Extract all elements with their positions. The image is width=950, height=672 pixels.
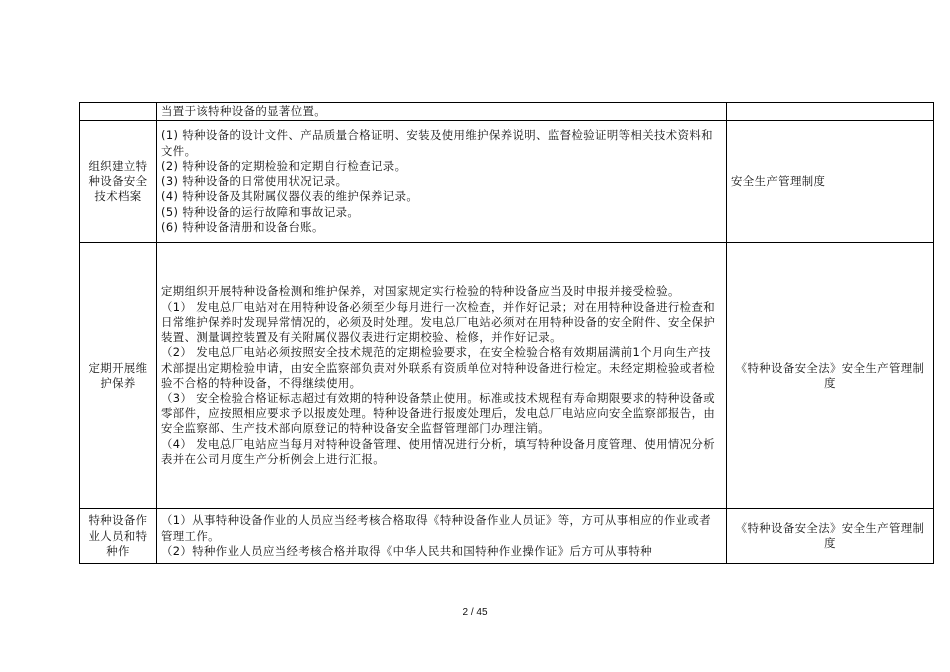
row-content [157,121,727,243]
content-paragraph: （1）从事特种设备作业的人员应当经考核合格取得《特种设备作业人员证》等，方可从事相应的作业或者管理工作。 [161,513,712,543]
row-content [157,509,727,564]
content-paragraph: (1) 特种设备的设计文件、产品质量合格证明、安装及使用维护保养说明、监督检验证明等相关技术资料和文件。 [161,128,713,158]
content-paragraph: 定期组织开展特种设备检测和维护保养，对国家规定实行检验的特种设备应当及时申报并接受检验。 [161,284,680,299]
table-row [80,509,934,564]
content-paragraph: (3) 特种设备的日常使用状况记录。 [161,174,348,189]
table-row [80,121,934,243]
row-label: 组织建立特种设备安全技术档案 [80,121,157,243]
content-paragraph: （1） 发电总厂电站对在用特种设备必须至少每月进行一次检查，并作好记录；对在用特种设备进行检查和日常维护保养时发现异常情况的，必须及时处理。发电总厂电站必须对在用特种设备的安全附件、安全保护装置、测量调控装置及有关附属仪器仪表进行定期校验、检修，并作好记录。 [161,299,716,345]
row-label [80,103,157,121]
row-reference: 《特种设备安全法》安全生产管理制度 [727,243,934,509]
content-paragraph: 当置于该特种设备的显著位置。 [161,104,327,118]
content-paragraph: （2） 发电总厂电站必须按照安全技术规范的定期检验要求，在安全检验合格有效期届满前1个月向生产技术部提出定期检验申请，由安全监察部负责对外联系有资质单位对特种设备进行检定。未经定期检验或者检验不合格的特种设备，不得继续使用。 [161,345,716,390]
row-label: 特种设备作业人员和特种作 [80,509,157,564]
content-paragraph: （2）特种作业人员应当经考核合格并取得《中华人民共和国特种作业操作证》后方可从事特种 [161,543,653,558]
content-paragraph: （4） 发电总厂电站应当每月对特种设备管理、使用情况进行分析，填写特种设备月度管理、使用情况分析表并在公司月度生产分析例会上进行汇报。 [161,436,716,466]
page-number: 2 / 45 [462,607,488,618]
content-paragraph: (2) 特种设备的定期检验和定期自行检查记录。 [161,158,407,173]
table-row [80,103,934,121]
content-paragraph: (5) 特种设备的运行故障和事故记录。 [161,204,360,219]
table-row [80,243,934,509]
regulation-table [79,102,934,564]
content-paragraph: （3） 安全检验合格证标志超过有效期的特种设备禁止使用。标准或技术规程有寿命期限要求的特种设备或零部件，应按照相应要求予以报废处理。特种设备进行报废处理后，发电总厂电站应向安全监察部报告，由安全监察部、生产技术部向原登记的特种设备安全监督管理部门办理注销。 [161,390,716,436]
row-reference: 安全生产管理制度 [727,121,934,243]
row-label: 定期开展维护保养 [80,243,157,509]
row-content [157,103,727,121]
row-reference: 《特种设备安全法》安全生产管理制度 [727,509,934,564]
row-content [157,243,727,509]
content-paragraph: (6) 特种设备清册和设备台账。 [161,219,324,234]
content-paragraph: (4) 特种设备及其附属仪器仪表的维护保养记录。 [161,189,419,204]
row-reference [727,103,934,121]
